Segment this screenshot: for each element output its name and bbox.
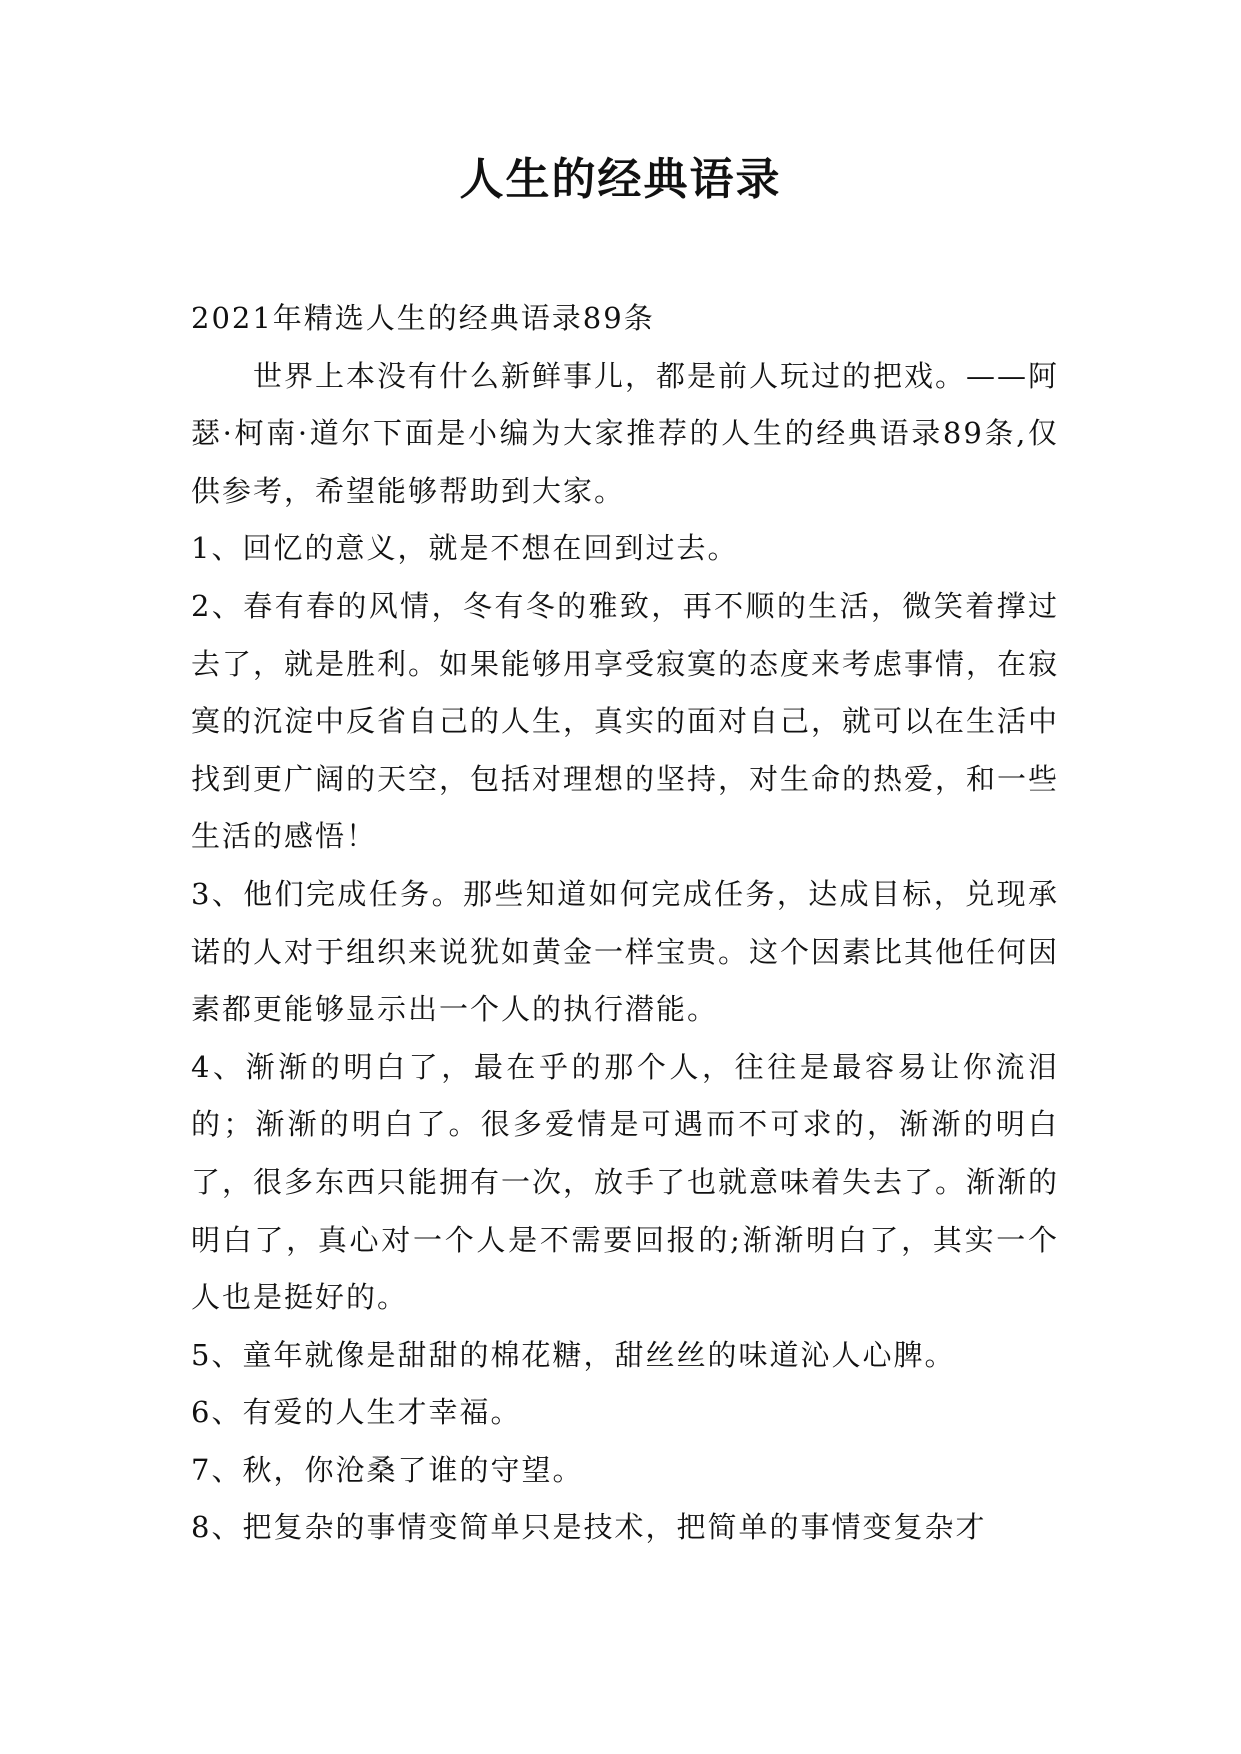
quote-item: 5、童年就像是甜甜的棉花糖，甜丝丝的味道沁人心脾。 <box>191 1337 956 1372</box>
document-title: 人生的经典语录 <box>459 154 782 205</box>
document-body <box>191 290 1059 1557</box>
quote-item: 4、渐渐的明白了，最在乎的那个人，往往是最容易让你流泪的；渐渐的明白了。很多爱情是可遇而不可求的，渐渐的明白了，很多东西只能拥有一次，放手了也就意味着失去了。渐渐的明白了，真心对一个人是不需要回报的;渐渐明白了，其实一个人也是挺好的。 <box>191 1049 1060 1315</box>
subtitle-paragraph: 2021年精选人生的经典语录89条 <box>191 301 655 335</box>
quote-item: 8、把复杂的事情变简单只是技术，把简单的事情变复杂才 <box>191 1510 987 1545</box>
quote-item: 7、秋，你沧桑了谁的守望。 <box>191 1452 584 1487</box>
quote-item: 3、他们完成任务。那些知道如何完成任务，达成目标，兑现承诺的人对于组织来说犹如黄金一样宝贵。这个因素比其他任何因素都更能够显示出一个人的执行潜能。 <box>191 876 1060 1027</box>
quote-item: 1、回忆的意义，就是不想在回到过去。 <box>191 531 739 566</box>
quote-item: 2、春有春的风情，冬有冬的雅致，再不顺的生活，微笑着撑过去了，就是胜利。如果能够用享受寂寞的态度来考虑事情，在寂寞的沉淀中反省自己的人生，真实的面对自己，就可以在生活中找到更广阔的天空，包括对理想的坚持，对生命的热爱，和一些生活的感悟！ <box>191 588 1060 854</box>
quote-item: 6、有爱的人生才幸福。 <box>191 1395 522 1430</box>
intro-paragraph: 世界上本没有什么新鲜事儿，都是前人玩过的把戏。——阿瑟·柯南·道尔下面是小编为大家推荐的人生的经典语录89条,仅供参考，希望能够帮助到大家。 <box>191 358 1060 508</box>
